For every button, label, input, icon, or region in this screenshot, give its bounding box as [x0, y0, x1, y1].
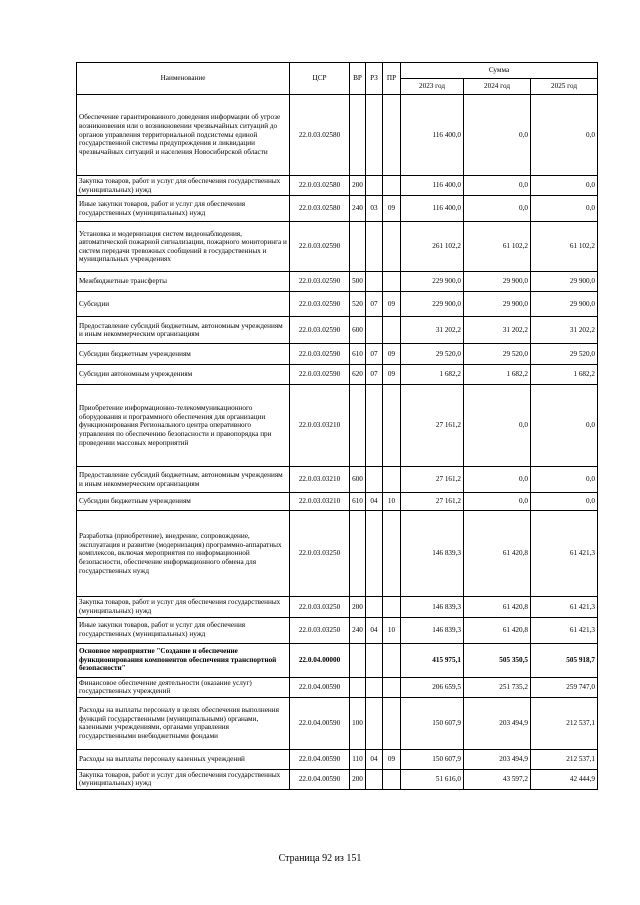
cell-2025: 61 421,3 — [531, 511, 598, 597]
cell-2024: 0,0 — [464, 176, 531, 196]
cell-2024: 0,0 — [464, 385, 531, 467]
cell-pr — [383, 697, 401, 749]
cell-2024: 29 900,0 — [464, 292, 531, 317]
cell-name: Обеспечение гарантированного доведения информации об угрозе возникновения или о возникновении чрезвычайных ситуаций до органов управления территориальной подсистемы единой государственной системы предупреждения и ликвидации чрезвычайных ситуаций и населения Новосибирской области — [77, 95, 290, 176]
cell-rz: 04 — [366, 617, 383, 643]
col-sum-header: Сумма — [401, 63, 598, 79]
cell-vr: 520 — [350, 292, 366, 317]
cell-vr — [350, 511, 366, 597]
cell-2025: 212 537,1 — [531, 749, 598, 769]
cell-vr: 610 — [350, 493, 366, 511]
cell-name: Предоставление субсидий бюджетным, автономным учреждениям и иным некоммерческим организациям — [77, 467, 290, 493]
cell-2023: 27 161,2 — [401, 467, 464, 493]
cell-rz — [366, 769, 383, 789]
cell-2023: 1 682,2 — [401, 365, 464, 385]
cell-rz: 07 — [366, 292, 383, 317]
header-row — [77, 63, 598, 79]
cell-rz — [366, 385, 383, 467]
cell-csr: 22.0.04.00590 — [290, 677, 350, 697]
cell-rz: 04 — [366, 749, 383, 769]
cell-csr: 22.0.03.02590 — [290, 317, 350, 344]
cell-name: Закупка товаров, работ и услуг для обеспечения государственных (муниципальных) нужд — [77, 176, 290, 196]
cell-vr: 200 — [350, 597, 366, 617]
col-rz-header: РЗ — [366, 63, 383, 95]
cell-2024: 29 520,0 — [464, 344, 531, 365]
cell-2024: 61 420,8 — [464, 597, 531, 617]
cell-csr: 22.0.04.00590 — [290, 697, 350, 749]
cell-2024: 61 420,8 — [464, 511, 531, 597]
cell-pr — [383, 769, 401, 789]
cell-2025: 0,0 — [531, 95, 598, 176]
cell-2025: 212 537,1 — [531, 697, 598, 749]
cell-csr: 22.0.04.00000 — [290, 643, 350, 677]
cell-2023: 146 839,3 — [401, 617, 464, 643]
cell-csr: 22.0.03.02580 — [290, 95, 350, 176]
table-row — [77, 222, 598, 272]
cell-vr: 110 — [350, 749, 366, 769]
budget-table — [76, 62, 598, 790]
cell-csr: 22.0.03.03250 — [290, 617, 350, 643]
cell-pr — [383, 222, 401, 272]
cell-2023: 150 607,9 — [401, 697, 464, 749]
col-2025-header: 2025 год — [531, 79, 598, 95]
cell-pr: 10 — [383, 617, 401, 643]
cell-pr — [383, 176, 401, 196]
cell-2024: 251 735,2 — [464, 677, 531, 697]
cell-rz — [366, 176, 383, 196]
cell-vr — [350, 385, 366, 467]
table-row — [77, 385, 598, 467]
cell-name: Основное мероприятие "Создание и обеспечение функционирования компонентов обеспечения транспортной безопасности" — [77, 643, 290, 677]
table-row — [77, 196, 598, 222]
cell-vr — [350, 677, 366, 697]
cell-name: Финансовое обеспечение деятельности (оказание услуг) государственных учреждений — [77, 677, 290, 697]
cell-2023: 206 659,5 — [401, 677, 464, 697]
cell-csr: 22.0.04.00590 — [290, 769, 350, 789]
col-csr-header: ЦСР — [290, 63, 350, 95]
cell-rz — [366, 95, 383, 176]
cell-csr: 22.0.03.03210 — [290, 467, 350, 493]
cell-2025: 505 918,7 — [531, 643, 598, 677]
cell-2025: 29 900,0 — [531, 292, 598, 317]
cell-2023: 51 616,0 — [401, 769, 464, 789]
cell-name: Установка и модернизация систем видеонаблюдения, автоматической пожарной сигнализации, пожарного мониторинга и систем передачи тревожных сообщений в государственных и муниципальных учреждениях — [77, 222, 290, 272]
cell-2023: 229 900,0 — [401, 292, 464, 317]
cell-pr — [383, 511, 401, 597]
cell-name: Межбюджетные трансферты — [77, 272, 290, 292]
cell-2025: 0,0 — [531, 196, 598, 222]
cell-rz: 04 — [366, 493, 383, 511]
cell-name: Расходы на выплаты персоналу в целях обеспечения выполнения функций государственными (муниципальными) органами, казенными учреждениями, органами управления государственными внебюджетными фондами — [77, 697, 290, 749]
cell-name: Расходы на выплаты персоналу казенных учреждений — [77, 749, 290, 769]
cell-csr: 22.0.03.03250 — [290, 597, 350, 617]
cell-csr: 22.0.03.02590 — [290, 344, 350, 365]
table-row — [77, 317, 598, 344]
cell-vr: 240 — [350, 617, 366, 643]
table-row — [77, 697, 598, 749]
cell-rz — [366, 467, 383, 493]
cell-2024: 1 682,2 — [464, 365, 531, 385]
cell-name: Иные закупки товаров, работ и услуг для обеспечения государственных (муниципальных) нужд — [77, 617, 290, 643]
cell-2024: 43 597,2 — [464, 769, 531, 789]
cell-2025: 259 747,0 — [531, 677, 598, 697]
cell-2025: 61 421,3 — [531, 617, 598, 643]
cell-2025: 61 102,2 — [531, 222, 598, 272]
cell-rz — [366, 597, 383, 617]
cell-name: Закупка товаров, работ и услуг для обеспечения государственных (муниципальных) нужд — [77, 597, 290, 617]
cell-csr: 22.0.03.02590 — [290, 272, 350, 292]
cell-2024: 0,0 — [464, 493, 531, 511]
cell-csr: 22.0.04.00590 — [290, 749, 350, 769]
cell-2023: 150 607,9 — [401, 749, 464, 769]
cell-name: Разработка (приобретение), внедрение, сопровождение, эксплуатация и развитие (модернизация) программно-аппаратных комплексов, включая мероприятия по информационной безопасности, обеспечение информационного обмена для государственных нужд — [77, 511, 290, 597]
cell-name: Субсидии — [77, 292, 290, 317]
cell-2025: 0,0 — [531, 385, 598, 467]
cell-name: Предоставление субсидий бюджетным, автономным учреждениям и иным некоммерческим организациям — [77, 317, 290, 344]
cell-csr: 22.0.03.03250 — [290, 511, 350, 597]
cell-name: Иные закупки товаров, работ и услуг для обеспечения государственных (муниципальных) нужд — [77, 196, 290, 222]
cell-2025: 31 202,2 — [531, 317, 598, 344]
cell-vr: 600 — [350, 467, 366, 493]
cell-csr: 22.0.03.02580 — [290, 196, 350, 222]
cell-csr: 22.0.03.02590 — [290, 222, 350, 272]
cell-2023: 261 102,2 — [401, 222, 464, 272]
cell-2024: 61 102,2 — [464, 222, 531, 272]
cell-2025: 61 421,3 — [531, 597, 598, 617]
cell-rz — [366, 643, 383, 677]
cell-rz — [366, 697, 383, 749]
cell-vr: 200 — [350, 176, 366, 196]
cell-csr: 22.0.03.03210 — [290, 385, 350, 467]
cell-name: Субсидии бюджетным учреждениям — [77, 493, 290, 511]
table-row — [77, 95, 598, 176]
cell-vr: 620 — [350, 365, 366, 385]
col-2024-header: 2024 год — [464, 79, 531, 95]
cell-rz: 07 — [366, 365, 383, 385]
cell-2024: 203 494,9 — [464, 749, 531, 769]
col-vr-header: ВР — [350, 63, 366, 95]
cell-vr: 200 — [350, 769, 366, 789]
col-name-header: Наименование — [77, 63, 290, 95]
table-row — [77, 272, 598, 292]
cell-2024: 29 900,0 — [464, 272, 531, 292]
cell-pr: 09 — [383, 292, 401, 317]
cell-2025: 0,0 — [531, 176, 598, 196]
table-row — [77, 493, 598, 511]
cell-pr — [383, 272, 401, 292]
cell-pr — [383, 643, 401, 677]
cell-2024: 203 494,9 — [464, 697, 531, 749]
table-row — [77, 597, 598, 617]
table-row — [77, 365, 598, 385]
table-row — [77, 176, 598, 196]
page-number: Страница 92 из 151 — [278, 853, 362, 864]
cell-2024: 0,0 — [464, 467, 531, 493]
cell-rz — [366, 511, 383, 597]
cell-2024: 0,0 — [464, 95, 531, 176]
table-row — [77, 344, 598, 365]
cell-rz — [366, 222, 383, 272]
table-row — [77, 467, 598, 493]
cell-name: Закупка товаров, работ и услуг для обеспечения государственных (муниципальных) нужд — [77, 769, 290, 789]
cell-2023: 116 400,0 — [401, 196, 464, 222]
cell-csr: 22.0.03.03210 — [290, 493, 350, 511]
cell-2024: 0,0 — [464, 196, 531, 222]
cell-2023: 29 520,0 — [401, 344, 464, 365]
cell-vr: 600 — [350, 317, 366, 344]
cell-vr: 610 — [350, 344, 366, 365]
cell-2023: 229 900,0 — [401, 272, 464, 292]
cell-rz: 03 — [366, 196, 383, 222]
cell-2025: 29 900,0 — [531, 272, 598, 292]
cell-2023: 415 975,1 — [401, 643, 464, 677]
cell-2025: 0,0 — [531, 467, 598, 493]
cell-2023: 31 202,2 — [401, 317, 464, 344]
cell-pr — [383, 597, 401, 617]
cell-csr: 22.0.03.02590 — [290, 292, 350, 317]
cell-vr: 500 — [350, 272, 366, 292]
cell-2023: 116 400,0 — [401, 176, 464, 196]
cell-vr — [350, 643, 366, 677]
cell-vr — [350, 95, 366, 176]
table-row — [77, 511, 598, 597]
table-body — [77, 95, 598, 790]
cell-pr — [383, 385, 401, 467]
cell-rz — [366, 317, 383, 344]
cell-vr: 100 — [350, 697, 366, 749]
cell-name: Приобретение информационно-телекоммуникационного оборудования и программного обеспечения для организации функционирования Регионального центра оперативного управления по обеспечению безопасности и правопорядка при проведении массовых мероприятий — [77, 385, 290, 467]
cell-rz: 07 — [366, 344, 383, 365]
cell-vr: 240 — [350, 196, 366, 222]
cell-name: Субсидии автономным учреждениям — [77, 365, 290, 385]
col-2023-header: 2023 год — [401, 79, 464, 95]
table-row — [77, 749, 598, 769]
cell-pr — [383, 467, 401, 493]
table-row — [77, 617, 598, 643]
col-pr-header: ПР — [383, 63, 401, 95]
cell-2023: 27 161,2 — [401, 493, 464, 511]
cell-pr — [383, 677, 401, 697]
cell-2025: 0,0 — [531, 493, 598, 511]
cell-2023: 116 400,0 — [401, 95, 464, 176]
cell-pr: 09 — [383, 365, 401, 385]
table-row — [77, 769, 598, 789]
cell-2025: 29 520,0 — [531, 344, 598, 365]
table-row — [77, 643, 598, 677]
cell-pr — [383, 95, 401, 176]
cell-pr: 10 — [383, 493, 401, 511]
cell-rz — [366, 677, 383, 697]
cell-2023: 146 839,3 — [401, 511, 464, 597]
cell-csr: 22.0.03.02590 — [290, 365, 350, 385]
cell-2024: 31 202,2 — [464, 317, 531, 344]
cell-pr: 09 — [383, 344, 401, 365]
cell-2023: 146 839,3 — [401, 597, 464, 617]
table-row — [77, 677, 598, 697]
cell-name: Субсидии бюджетным учреждениям — [77, 344, 290, 365]
cell-csr: 22.0.03.02580 — [290, 176, 350, 196]
cell-vr — [350, 222, 366, 272]
cell-pr: 09 — [383, 196, 401, 222]
cell-2024: 61 420,8 — [464, 617, 531, 643]
cell-2025: 1 682,2 — [531, 365, 598, 385]
cell-2024: 505 350,5 — [464, 643, 531, 677]
table-row — [77, 292, 598, 317]
cell-2023: 27 161,2 — [401, 385, 464, 467]
cell-rz — [366, 272, 383, 292]
cell-2025: 42 444,9 — [531, 769, 598, 789]
cell-pr — [383, 317, 401, 344]
cell-pr: 09 — [383, 749, 401, 769]
